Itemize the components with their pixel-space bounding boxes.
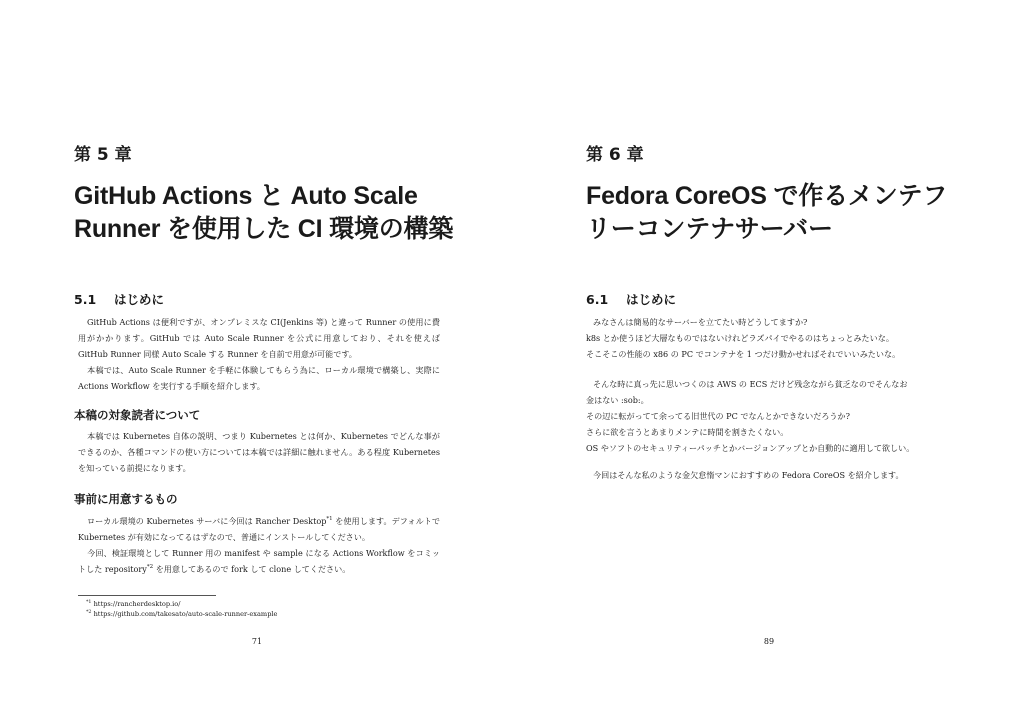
footnote-mark: *2 [86, 610, 92, 615]
chapter-title-line: Fedora CoreOS で作るメンテフ [586, 182, 948, 210]
section-title: はじめに [626, 292, 677, 307]
paragraph-text: 本稿では、Auto Scale Runner を手軽に体験してもらう為に、ローカル環境で構築し、実際に Actions Workflow を実行する手順を紹介します。 [78, 365, 440, 391]
chapter-title-line: Runner を使用した CI 環境の構築 [74, 215, 454, 243]
chapter-title [74, 180, 494, 246]
chapter-title [586, 180, 1006, 246]
paragraph-text: を使用します。デフォルトで Kubernetes が有効になってるはずなので、普通にインストールしてください。 [78, 516, 440, 542]
right-page [512, 0, 1024, 723]
footnote [86, 599, 180, 609]
subsection-heading: 事前に用意するもの [74, 492, 178, 506]
section-title: はじめに [114, 292, 165, 307]
section-number: 5.1 [74, 292, 97, 307]
footnote-ref[interactable]: *1 [326, 516, 333, 522]
text-line: そこそこの性能の x86 の PC でコンテナを 1 つだけ動かせればそれでいいみたいな。 [586, 349, 901, 359]
section-heading [74, 290, 164, 308]
text-line: その辺に転がってて余ってる旧世代の PC でなんとかできないだろうか? [586, 411, 850, 421]
paragraph-text: ローカル環境の Kubernetes サーバに今回は Rancher Desktop [87, 516, 327, 526]
section-heading [586, 290, 676, 308]
paragraph-text: を用意してあるので fork して clone してください。 [153, 564, 351, 574]
paragraph [78, 513, 440, 545]
footnote-mark: *1 [86, 600, 92, 605]
footnote-divider [78, 595, 216, 596]
footnote-link[interactable]: https://rancherdesktop.io/ [93, 600, 181, 608]
chapter-title-line: リーコンテナサーバー [586, 215, 833, 243]
text-line: みなさんは簡易的なサーバーを立てたい時どうしてますか? [593, 317, 808, 327]
text-line: OS やソフトのセキュリティーパッチとかバージョンアップとか自動的に適用して欲しい。 [586, 443, 915, 453]
paragraph [78, 428, 440, 476]
chapter-label: 第 5 章 [74, 145, 132, 165]
paragraph-text: 本稿では Kubernetes 自体の説明、つまり Kubernetes とは何か、Kubernetes でどんな事ができるのか、各種コマンドの使い方については本稿では詳細に触れません。ある程度 Kubernetes を知っている前提になります。 [78, 431, 440, 473]
text-line: そんな時に真っ先に思いつくのは AWS の ECS だけど残念ながら貧乏なのでそんなお [593, 379, 908, 389]
subsection-heading: 本稿の対象読者について [74, 408, 201, 422]
page-number: 89 [763, 637, 775, 646]
section-number: 6.1 [586, 292, 609, 307]
chapter-title-line: GitHub Actions と Auto Scale [74, 182, 418, 210]
page-number: 71 [251, 637, 263, 646]
text-line: k8s とか使うほど大層なものではないけれどラズパイでやるのはちょっとみたいな。 [586, 333, 894, 343]
paragraph [78, 545, 440, 577]
footnote-ref[interactable]: *2 [146, 564, 154, 570]
footnote [86, 609, 277, 619]
footnote-link[interactable]: https://github.com/takesato/auto-scale-runner-example [93, 610, 278, 618]
paragraph-text: 今回、検証環境として Runner 用の manifest や sample になる Actions Workflow をコミットした repository [78, 548, 440, 574]
text-line: 今回はそんな私のような金欠怠惰マンにおすすめの Fedora CoreOS を紹介します。 [593, 470, 904, 480]
text-line: 金はない :sob:。 [586, 395, 649, 405]
paragraph [78, 362, 440, 394]
text-line: さらに欲を言うとあまりメンテに時間を割きたくない。 [586, 427, 789, 437]
paragraph [78, 314, 440, 362]
paragraph-text: GitHub Actions は便利ですが、オンプレミスな CI(Jenkins 等) と違って Runner の使用に費用がかかります。GitHub では Auto Scale Runner を公式に用意しており、それを使えば GitHub Runner 同様 Auto Scale する Runner を自前で用意が可能です。 [78, 317, 440, 359]
chapter-label: 第 6 章 [586, 145, 644, 165]
